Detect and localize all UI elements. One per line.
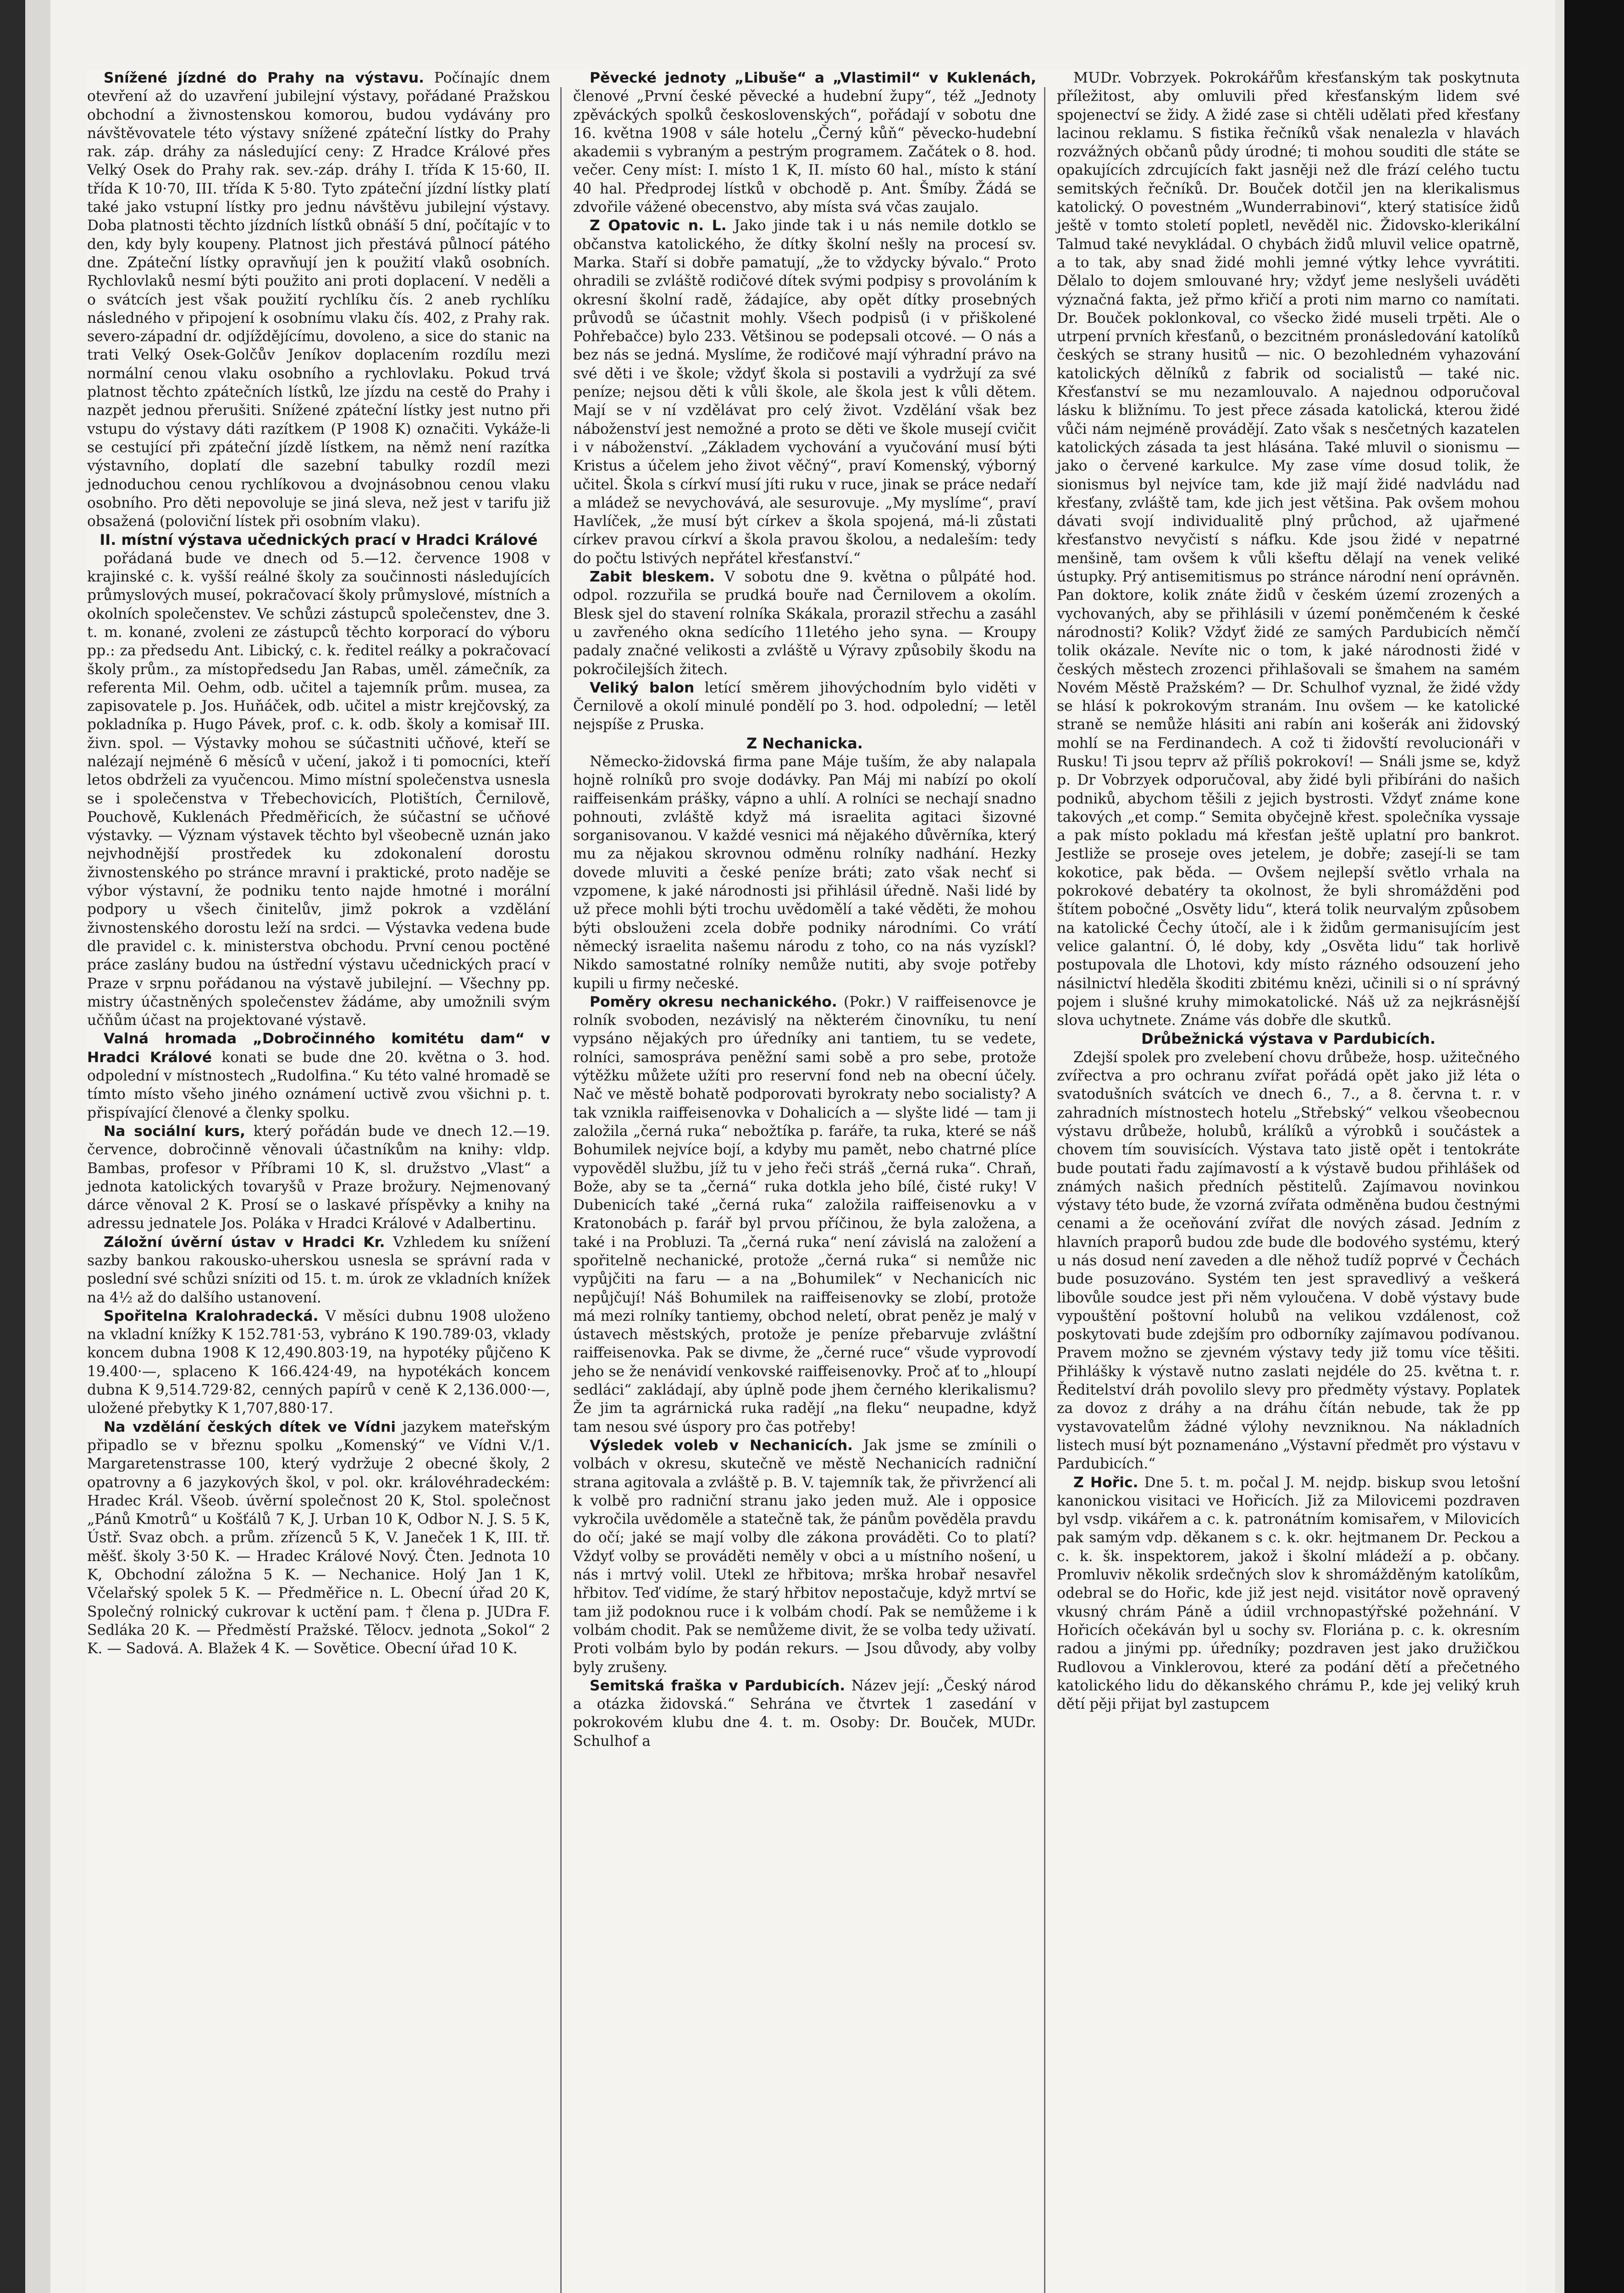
article-body: V měsíci dubnu 1908 uloženo na vkladní knížky K 152.781·53, vybráno K 190.789·03, vklady koncem dubna 1908 K 12,490.803·19, na hypotéky půjčeno K 19.400·—, splaceno K 166.424·49, na hypotékách koncem dubna K 9,514.729·82, cenných papírů v ceně K 2,136.000·—, uložené přebytky K 1,707,880·17. bbox=[87, 1307, 550, 1417]
newspaper-page bbox=[87, 69, 1527, 2293]
text-column-2 bbox=[573, 69, 1036, 1750]
text-column-3 bbox=[1057, 69, 1520, 1713]
text-column-1 bbox=[87, 69, 550, 1658]
article-body: (Pokr.) V raiffeisenovce je rolník svoboden, nezávislý na některém činovníku, tu není vypsáno nějakých pro úředníky ani tantiem, tu se vedete, rolníci, samospráva peněžní sami sobě a pro sebe, protože výtěžku můžete užíti pro reservní fond neb na obecní účely. Nač ve městě bohatě podporovati byrokraty nebo socialisty? A tak vznikla raiffeisenovka v Dohalicích a — slyšte lidé — tam ji založila „černá ruka“ nebožtíka p. faráře, ta ruka, které se náš Bohumilek nejvíce bojí, a kdyby mu pamět, nebo chatrné plíce vypověděl službu, jíž tu v jeho řeči stráš „černá ruka“. Chraň, Bože, aby se ta „černá“ ruka dotkla jeho bílé, čisté ruky! V Dubenicích také „černá ruka“ založila raiffeisenovku a v Kratonobách p. farář byl prvou příčinou, že byla založena, a také i na Probluzi. Ta „černá ruka“ není závislá na založení a spořitelně nechanické, protože „černá ruka“ si nemůže nic vypůjčiti na faru — a na „Bohumilek“ v Nechanicích nic nepůjčují! Náš Bohumilek na raiffeisenovky se zlobí, protože má mezi rolníky tantiemy, obchod neletí, obrat peněz je malý v ústavech městských, protože je peníze přebarvuje zvláštní raiffeisenovka. Pak se divme, že „černé ruce“ všude vyprovodí jeho se že nenávidí venkovské raiffeisenovky. Proč ať to „hloupí sedláci“ zakládají, aby úplně pode jhem černého klerikalismu? Že jim ta agrárnická ruka radějí „na fleku“ neupadne, když tam nesou své úspory pro čas potřeby! bbox=[573, 993, 1037, 1435]
article-body: Jako jinde tak i u nás nemile dotklo se občanstva katolického, že dítky školní nešly na procesí sv. Marka. Staří si dobře pamatují, „že to vždycky bývalo.“ Proto ohradili se zvláště rodičové dítek svými podpisy s provoláním k okresní školní radě, žádajíce, aby opět dítky prosebných průvodů se účastnit mohly. Všech podpisů (i v přiškolené Pohřebačce) bylo 233. Většinou se podepsali otcové. — O nás a bez nás se jedná. Myslíme, že rodičové mají výhradní právo na své děti i ve škole; vždyť škola si postavili a vydržují za své peníze; nejsou děti k vůli škole, ale škola jest k vůli dětem. Mají se v ní vzdělávat pro celý život. Vzdělání však bez náboženství jest nemožné a proto se děti ve škole musejí cvičit i v náboženství. „Základem vychování a vyučování musí býti Kristus a účelem jeho život věčný“, praví Komenský, výborný učitel. Škola s církví musí jíti ruku v ruce, jinak se práce nedaří a mládež se nevychovává, ale sesurovuje. „My myslíme“, praví Havlíček, „že musí být církev a škola spojená, má-li zůstati církev pravou církví a škola pravou školou, a nedaleším: tedy do počtu lstivých nepřátel křesťanství.“ bbox=[573, 217, 1036, 567]
article-body: Německo-židovská firma pane Máje tuším, že aby nalapala hojně rolníků pro svoje dodávky. Pan Máj mi nabízí po okolí raiffeisenkám prášky, vápno a uhlí. A rolníci se nechají snadno pohnouti, zvláště když má israelita agitaci šizovné sorganisovanou. V každé vesnici má nějakého důvěrníka, který mu za nějakou skrovnou odměnu rolníky nadhání. Hezky dovede mluviti a české peníze bráti; zato však nechť si vzpomene, k jaké národnosti jsi přihlásil úředně. Naši lidé by už přece mohli býti trochu uvědomělí a také věděti, že mohou býti obslouženi zcela dobře podniky národními. Co vrátí německý israelita našemu národu z toho, co na nás vyzískl? Nikdo samostatné rolníky nemůže nutiti, aby svoje potřeby kupili u firmy nečeské. bbox=[573, 753, 1036, 992]
article-body: členové „První české pěvecké a hudební župy“, též „Jednoty zpěváckých spolků československých“, pořádají v sobotu dne 16. května 1908 v sále hotelu „Černý kůň“ pěvecko-hudební akademii s vybraným a pestrým programem. Začátek o 8. hod. večer. Ceny míst: I. místo 1 K, II. místo 60 hal., místo k stání 40 hal. Předprodej lístků v obchodě p. Ant. Šmíby. Žádá se zdvořile vážené obecenstvo, aby místa svá včas zaujalo. bbox=[573, 88, 1036, 216]
article-paragraph bbox=[573, 1677, 1036, 1750]
article-heading: Drůbežnická výstava v Pardubicích. bbox=[1141, 1030, 1436, 1048]
article-body: jazykem mateřským připadlo se v březnu spolku „Komenský“ ve Vídni V./1. Margaretenstrasse 100, který vydržuje 2 obecné školy, 2 opatrovny a 6 jazykových škol, v pol. okr. královéhradeckém: Hradec Král. Všeob. úvěrní společnost 20 K, Stol. společnost „Pánů Kmotrů“ u Košťálů 7 K, J. Urban 10 K, Odbor N. J. S. 5 K, Ústř. Svaz obch. a prům. zřízenců 5 K, V. Janeček 1 K, III. tř. měšť. školy 3·50 K. — Hradec Králové Nový. Čten. Jednota 10 K, Obchodní záložna 5 K. — Nechanice. Holý Jan 1 K, Včelařský spolek 5 K. — Předměřice n. L. Obecní úřad 20 K, Společný rolnický cukrovar k uctění pam. † člena p. JUDra F. Sedláka 20 K. — Předměstí Pražské. Tělocv. jednota „Sokol“ 2 K. — Sadová. A. Blažek 4 K. — Sovětice. Obecní úřad 10 K. bbox=[87, 1418, 550, 1657]
article-body: který pořádán bude ve dnech 12.—19. července, dobročinně věnovali účastníkům na knihy: vldp. Bambas, profesor v Příbrami 10 K, sl. družstvo „Vlast“ a jednota katolických tovaryšů v Praze brožury. Nejmenovaný dárce věnoval 2 K. Prosí se o laskavé příspěvky a knihy na adressu jednatele Jos. Poláka v Hradci Králové v Adalbertinu. bbox=[87, 1123, 550, 1232]
article-body: letící směrem jihovýchodním bylo viděti v Černilově a okolí minulé pondělí po 3. hod. odpolední; — letěl nejspíše z Pruska. bbox=[573, 679, 1037, 733]
article-lead: Poměry okresu nechanického. bbox=[590, 993, 837, 1010]
article-body: Vzhledem ku snížení sazby bankou rakousko-uherskou usnesla se správní rada v poslední své schůzi sníziti od 15. t. m. úrok ze vkladních knížek na 4½ až do dalšího ustanovení. bbox=[87, 1234, 550, 1306]
article-lead: Veliký balon bbox=[590, 679, 695, 696]
article-lead: Z Hořic. bbox=[1073, 1474, 1138, 1491]
article-paragraph bbox=[573, 568, 1036, 679]
article-paragraph bbox=[573, 69, 1036, 216]
article-paragraph bbox=[87, 69, 550, 531]
article-body: MUDr. Vobrzyek. Pokrokářům křesťanským tak poskytnuta příležitost, aby omluvili před křesťanským lidem své spojenectví se židy. A židé zase si chtěli udělati před křesťany lacinou reklamu. S fistika řečníků však nenalezla v hlavách rozvážných občanů půdy úrodné; ti mohou souditi dle státe se opakujících zdrcujících fakt jasněji než dle frází celého tuctu semitských řečníků. Dr. Bouček dotčil jen na klerikalismus katolický. O povestném „Wunderrabinovi“, který statisíce židů ještě v tomto století popletl, nevěděl nic. Židovsko-klerikální Talmud také nevykládal. O chybách židů mluvil velice opatrně, a to tak, aby snad židé mohli jemné výtky lehce vyvrátiti. Dělalo to dojem smlouvané hry; vždyť jeme neslyšeli uváděti význačná fakta, jež přmo křičí a proti nim marno co namítati. Dr. Bouček poklonkoval, co všecko židé museli trpěti. Ale o utrpení prvních křesťanů, o bezcitném pronásledování katolíků českých se strany husitů — nic. O bezohledném vyhazování katolických dělníků z fabrik od socialistů — také nic. Křesťanství se mu nezamlouvalo. A najednou odporučoval lásku k bližnímu. To jest přece zásada katolická, kterou židé vůči nám nejméně provádějí. Zato však s nesčetných kazatelen katolických zásada ta jest hlásána. Také mluvil o sionismu — jako o červené karkulce. My zase víme dosud tolik, že sionismus byl nejvíce tam, kde již mají židé nadvládu nad křesťany, zvláště tam, kde jich jest většina. Pak ovšem mohou dávati svojí individualitě plný průchod, až ujařmené křesťanstvo nevyčistí s náfku. Kde jsou židé v nepatrné menšině, tam ovšem k vůli kšeftu dělají na venek veliké ústupky. Prý antisemitismus po stránce národní není oprávněn. Pan doktore, kolik znáte židů v českém území zrozených a vychovaných, aby se přihlásili v území poněmčeném k české národnosti? Kolik? Vždyť židé ze samých Pardubicích němčí tolik okázale. Nevíte nic o tom, k jaké národnosti židé v českých městech zrozenci přihlašovali se šmahem na samém Novém Městě Pražském? — Dr. Schulhof vyznal, že židé vždy se hlásí k pokrokovým stranám. Inu ovšem — ke katolické straně se nemůže hlásiti ani rabín ani košerák ani židovský mohlí se na Ferdinandech. A což ti židovští revolucionáři v Rusku! Ti jsou teprv až příliš pokrokoví! — Snáli jsme se, když p. Dr Vobrzyek odporučoval, aby židé byli přibíráni do našich podniků, abychom těšili z jejich bystrosti. Vždyť známe kone takových „et comp.“ Semita obyčejně křest. společníka vyssaje a pak místo pokladu má křesťan ještě uplatní pro bankrot. Jestliže se proseje oves jetelem, je dobře; zasejí-li se tam kokotice, pak běda. — Ovšem nejlepší světlo vrhala na pokrokové debatéry ta okolnost, že byli shromážděni pod štítem pobočné „Osvěty lidu“, která tolik neurvalým způsobem na katolické Čechy útočí, ale i k židům germanisujícím jest velice galantní. Ó, lé doby, kdy „Osvěta lidu“ tak horlivě postupovala dle Lhotovi, kdy místo rázného odsouzení jeho násilnictví hleděla škoditi zbitému knězi, učinili si o ní správný pojem i slušné kruhy mimokatolické. Náš už za nejkrásnější slova uchytnete. Známe vás dobře dle skutků. bbox=[1057, 70, 1520, 1029]
article-paragraph bbox=[87, 1233, 550, 1307]
article-lead: Pěvecké jednoty „Libuše“ a „Vlastimil“ v Kuklenách, bbox=[590, 70, 1036, 86]
article-lead: Spořitelna Kralohradecká. bbox=[104, 1307, 319, 1324]
article-lead: Zabit bleskem. bbox=[590, 569, 715, 586]
article-paragraph bbox=[87, 549, 550, 1030]
column-rule-right bbox=[1044, 87, 1045, 2293]
article-body: Název její: „Český národ a otázka židovská.“ Sehrána ve čtvrtek 1 zasedání v pokrokovém klubu dne 4. t. m. Osoby: Dr. Bouček, MUDr. Schulhof a bbox=[573, 1677, 1036, 1750]
left-page-edge bbox=[0, 0, 50, 2293]
article-paragraph bbox=[1057, 1048, 1520, 1473]
article-lead: Semitská fraška v Pardubicích. bbox=[590, 1677, 845, 1694]
right-page-edge bbox=[1555, 0, 1624, 2293]
article-body: Jak jsme se zmínili o volbách v okresu, skutečně ve městě Nechanicích radniční strana agitovala a zvláště p. B. V. tajemník tak, že přivržencí ali k volbě pro radniční stranu jako jeden muž. Ale i opposice vykročila uvědoměle a statečně tak, že pánům pověděla pravdu do očí; jaké se mají volby dle zákona prováděti. Co to platí? Vždyť volby se prováděti neměly v obci a u místního nošení, u nás i mrtvý volil. Utekl ze hřbitova; mrška hrobař nesavřel hřbitov. Teď vidíme, že starý hřbitov nepostačuje, když mrtví se tam již podoknou ruce i k volbám chodí. Pak se nemůžeme i k volbám chodit. Pak se nemůžeme divit, že se volba tedy uživatí. Proti volbám bylo by podán rekurs. — Jsou důvody, aby volby byly zrušeny. bbox=[573, 1437, 1036, 1676]
article-paragraph bbox=[573, 679, 1036, 734]
article-heading: Z Nechanicka. bbox=[746, 734, 863, 752]
article-lead: Na sociální kurs, bbox=[104, 1123, 246, 1140]
article-lead: Z Opatovic n. L. bbox=[590, 217, 727, 234]
article-body: pořádaná bude ve dnech od 5.—12. července 1908 v krajinské c. k. vyšší reálné školy za součinnosti následujících průmyslových museí, pokračovací školy průmyslové, místních a okolních společenstev. Ve schůzi zástupců společenstev, dne 3. t. m. konané, zvoleni ze zástupců těchto korporací do výboru pp.: za předsedu Ant. Libický, c. k. ředitel reálky a pokračovací školy prům., za místopředsedu Jan Rabas, uměl. zámečník, za referenta Mil. Oehm, odb. učitel a tajemník prům. musea, za zapisovatele p. Jos. Huňáček, odb. učitel a mistr krejčovský, za pokladníka p. Hugo Pávek, prof. c. k. odb. školy a komisař III. živn. spol. — Výstavky mohou se súčastniti učňové, kteří se nalézají nejméně 6 měsíců v učení, jakož i ti pomocníci, kteří letos obdrželi za vyučencou. Mimo místní společenstva usnesla se i společenstva v Třebechovicích, Plotištích, Černilově, Pouchově, Kuklenách Předměřicích, že súčastní se učňové výstavky. — Význam výstavek těchto byl všeobecně uznán jako nejvhodnější prostředek ku zdokonalení dorostu živnostenského po stránce mravní i praktické, proto naděje se výbor výstavní, že podniku tento najde hmotné i morální podpory u všech činitelův, jimž pokrok a vzdělání živnostenského dorostu leží na srdci. — Výstavka vedena bude dle pravidel c. k. ministerstva obchodu. První cenou poctěné práce zaslány budou na ústřední výstavu učednických prací v Praze v srpnu pořádanou na výstavě jubilejní. — Všechny pp. mistry účastněných společenstev žádáme, aby umožnili svým učňům účast na projektované výstavě. bbox=[87, 550, 550, 1029]
article-paragraph bbox=[573, 753, 1036, 993]
article-paragraph bbox=[573, 993, 1036, 1436]
article-body: V sobotu dne 9. května o půlpáté hod. odpol. rozzuřila se prudká bouře nad Černilovem a okolím. Blesk sjel do stavení rolníka Skákala, prorazil střechu a zasáhl u zavřeného okna sedícího 11letého jeho syna. — Kroupy padaly značné velikosti a zvláště u Výravy způsobily škodu na pokročilejších žitech. bbox=[573, 569, 1036, 678]
column-rule-left bbox=[560, 87, 562, 2293]
article-body: Počínajíc dnem otevření až do uzavření jubilejní výstavy, pořádané Pražskou obchodní a živnostenskou komorou, budou vydávány pro návštěvovatele této výstavy snížené zpáteční lístky do Prahy rak. záp. dráhy za následující ceny: Z Hradce Králové přes Velký Osek do Prahy rak. sev.-záp. dráhy I. třída K 15·60, II. třída K 10·70, III. třída K 5·80. Tyto zpáteční jízdní lístky platí také jako vstupní lístky pro jednu návštěvu jubilejní výstavy. Doba platnosti těchto jízdních lístků obnáší 5 dní, počítajíc v to den, kdy byly koupeny. Platnost jich přestává půlnocí pátého dne. Zpáteční lístky opravňují jen k použití vlaků osobních. Rychlovlaků nesmí býti použito ani proti doplacení. V neděli a o svátcích jest však použití rychlíku čís. 2 aneb rychlíku následného v připojení k osobnímu vlaku čís. 402, z Prahy rak. severo-západní dr. odjíždějícímu, dovoleno, a sice do stanic na trati Velký Osek-Golčův Jeníkov doplacením rozdílu mezi normální cenou vlaku osobního a rychlovlaku. Pokud trvá platnost těchto zpátečních lístků, lze jízdu na cestě do Prahy i nazpět jednou přerušiti. Snížené zpáteční lístky jest nutno při vstupu do výstavy dáti razítkem (P 1908 K) označiti. Vykáže-li se cestující při zpáteční jízdě lístkem, na němž není razítka výstavního, doplatí dle sazební tabulky rozdíl mezi jednoduchou cenou rychlíkovou a dvojnásobnou cenou vlaku osobního. Pro děti nepovoluje se jiná sleva, než jest v tarifu již obsažená (poloviční lístek při osobním vlaku). bbox=[87, 70, 551, 530]
article-lead: Výsledek voleb v Nechanicích. bbox=[590, 1437, 853, 1454]
article-paragraph bbox=[573, 216, 1036, 568]
article-lead: Valná hromada „Dobročinného komitétu dam“ v Hradci Králové bbox=[87, 1030, 550, 1066]
article-lead: Na vzdělání českých dítek ve Vídni bbox=[104, 1418, 396, 1435]
article-paragraph bbox=[573, 1436, 1036, 1677]
article-paragraph bbox=[1057, 1473, 1520, 1714]
article-paragraph bbox=[1057, 69, 1520, 1030]
article-lead: Záložní úvěrní ústav v Hradci Kr. bbox=[104, 1234, 385, 1251]
article-body: Dne 5. t. m. počal J. M. nejdp. biskup svou letošní kanonickou visitaci ve Hořicích. Již za Milovicemi pozdraven byl vsdp. vikářem a c. k. patronátním komisařem, v Milovicích pak samým vdp. děkanem s c. k. okr. hejtmanem Dr. Peckou a c. k. šk. inspektorem, jakož i školní mládeží a p. občany. Promluviv několik srdečných slov k shromážděným katolíkům, odebral se do Hořic, kde již jest nejd. visitátor nově opravený vkusný chrám Páně a údiil vrchnopastýřské požehnání. V Hořicích očekáván byl u sochy sv. Floriána p. c. k. okresním radou a jinými pp. úředníky; pozdraven jest jako družičkou Rudlovou a Vinklerovou, které za podání dětí a přečetného katolického lidu do děkanského chrámu P., kde jej veliký kruh dětí pěji přijat byl zastupcem bbox=[1057, 1474, 1520, 1713]
article-body: konati se bude dne 20. května o 3. hod. odpolední v místnostech „Rudolfina.“ Ku této valné hromadě se tímto místo všeho jiného oznámení uctivě zvou všichni p. t. přispívající členové a členky spolku. bbox=[87, 1049, 550, 1121]
article-body: Zdejší spolek pro zvelebení chovu drůbeže, hosp. užitečného zvířectva a pro ochranu zvířat pořádá opět jako již léta o svatodušních svátcích ve dnech 6., 7., a 8. června t. r. v zahradních místnostech hotelu „Střebský“ velkou všeobecnou výstavu drůbeže, holubů, králíků a výrobků i součástek a chovem tím souvisících. Výstava tato jistě opět i tentokráte bude poutati řadu zajímavostí a k výstavě budou přihlášek od známých našich předních pěstitelů. Zajímavou novinkou výstavy této bude, že vzorná zvířata odměněna budou čestnými cenami a že oceňování zvířat dle nových zásad. Jedním z hlavních praporů budou zde bude dle bodového systému, který u nás dosud není zaveden a dle něhož tudíž poprvé v Čechách bude posuzováno. Systém ten jest spravedlivý a veškerá libovůle soudce jest při něm vyloučena. V době výstavy bude vypouštění poštovní holubů na velikou vzdálenost, což poskytovati bude zdejším pro odborníky zajímavou podívanou. Pravem možno se zjevném výstavy tedy již tomu více těšiti. Přihlášky k výstavě nutno zaslati nejdéle do 25. května t. r. Ředitelství dráh povolilo slevy pro předměty výstavy. Poplatek za dovoz z dráhy a na dráhu čítán nebude, tak že pp vystavovatelům žádné výlohy nevzniknou. Na nákladních listech musí být poznamenáno „Výstavní předmět pro výstavu v Pardubicích.“ bbox=[1057, 1049, 1520, 1473]
article-lead: Snížené jízdné do Prahy na výstavu. bbox=[104, 70, 425, 86]
article-heading: II. místní výstava učednických prací v Hradci Králové bbox=[99, 531, 538, 549]
article-paragraph bbox=[87, 1307, 550, 1418]
article-paragraph bbox=[87, 1418, 550, 1658]
article-paragraph bbox=[87, 1122, 550, 1233]
article-paragraph bbox=[87, 1030, 550, 1122]
